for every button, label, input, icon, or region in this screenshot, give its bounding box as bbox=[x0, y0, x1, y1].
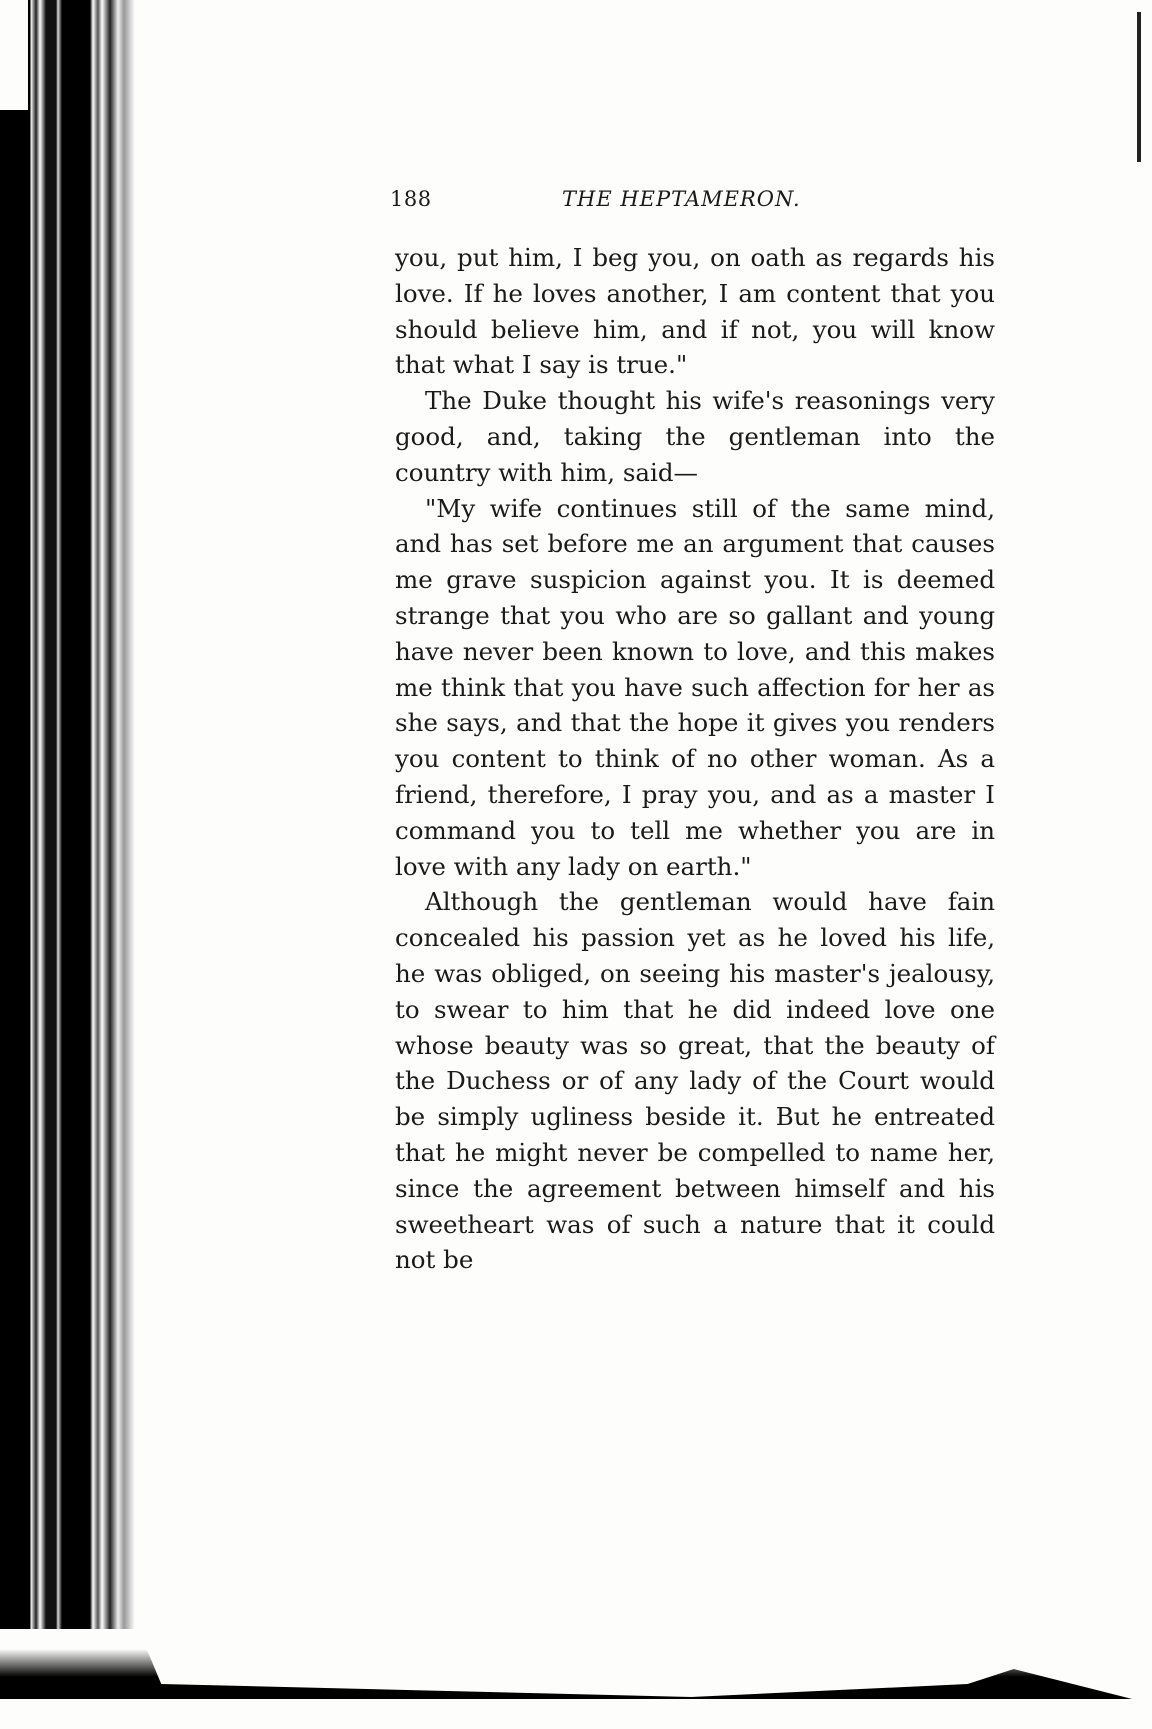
page-header bbox=[390, 187, 1030, 221]
page-bottom-margin bbox=[0, 1699, 1152, 1729]
paragraph-1: you, put him, I beg you, on oath as regards his love. If he loves another, I am content that you should believe him, and if not, you will know that what I say is true." bbox=[395, 243, 995, 380]
page-number: 188 bbox=[390, 187, 432, 211]
scan-edge-mark bbox=[1137, 12, 1141, 162]
paragraph-4: Although the gentleman would have fain concealed his passion yet as he loved his life, he was obliged, on seeing his master's jealousy, to swear to him that he did indeed love one whose beauty was so great, that the beauty of the Duchess or of any lady of the Court would be simply ugliness beside it. But he entreated that he might never be compelled to name her, since the agreement between himself and his sweetheart was of such a nature that it could not be bbox=[395, 887, 995, 1275]
running-title: THE HEPTAMERON. bbox=[562, 187, 801, 211]
body-text bbox=[395, 240, 995, 1278]
binding-gutter bbox=[0, 0, 135, 1729]
paragraph-2: The Duke thought his wife's reasonings very good, and, taking the gentleman into the country with him, said— bbox=[395, 386, 995, 487]
gutter-gap bbox=[0, 0, 28, 110]
paragraph-3: "My wife continues still of the same mind, and has set before me an argument that causes me grave suspicion against you. It is deemed strange that you who are so gallant and young have never been known to love, and this makes me think that you have such affection for her as she says, and that the hope it gives you renders you content to think of no other woman. As a friend, therefore, I pray you, and as a master I command you to tell me whether you are in love with any lady on earth." bbox=[395, 493, 995, 881]
